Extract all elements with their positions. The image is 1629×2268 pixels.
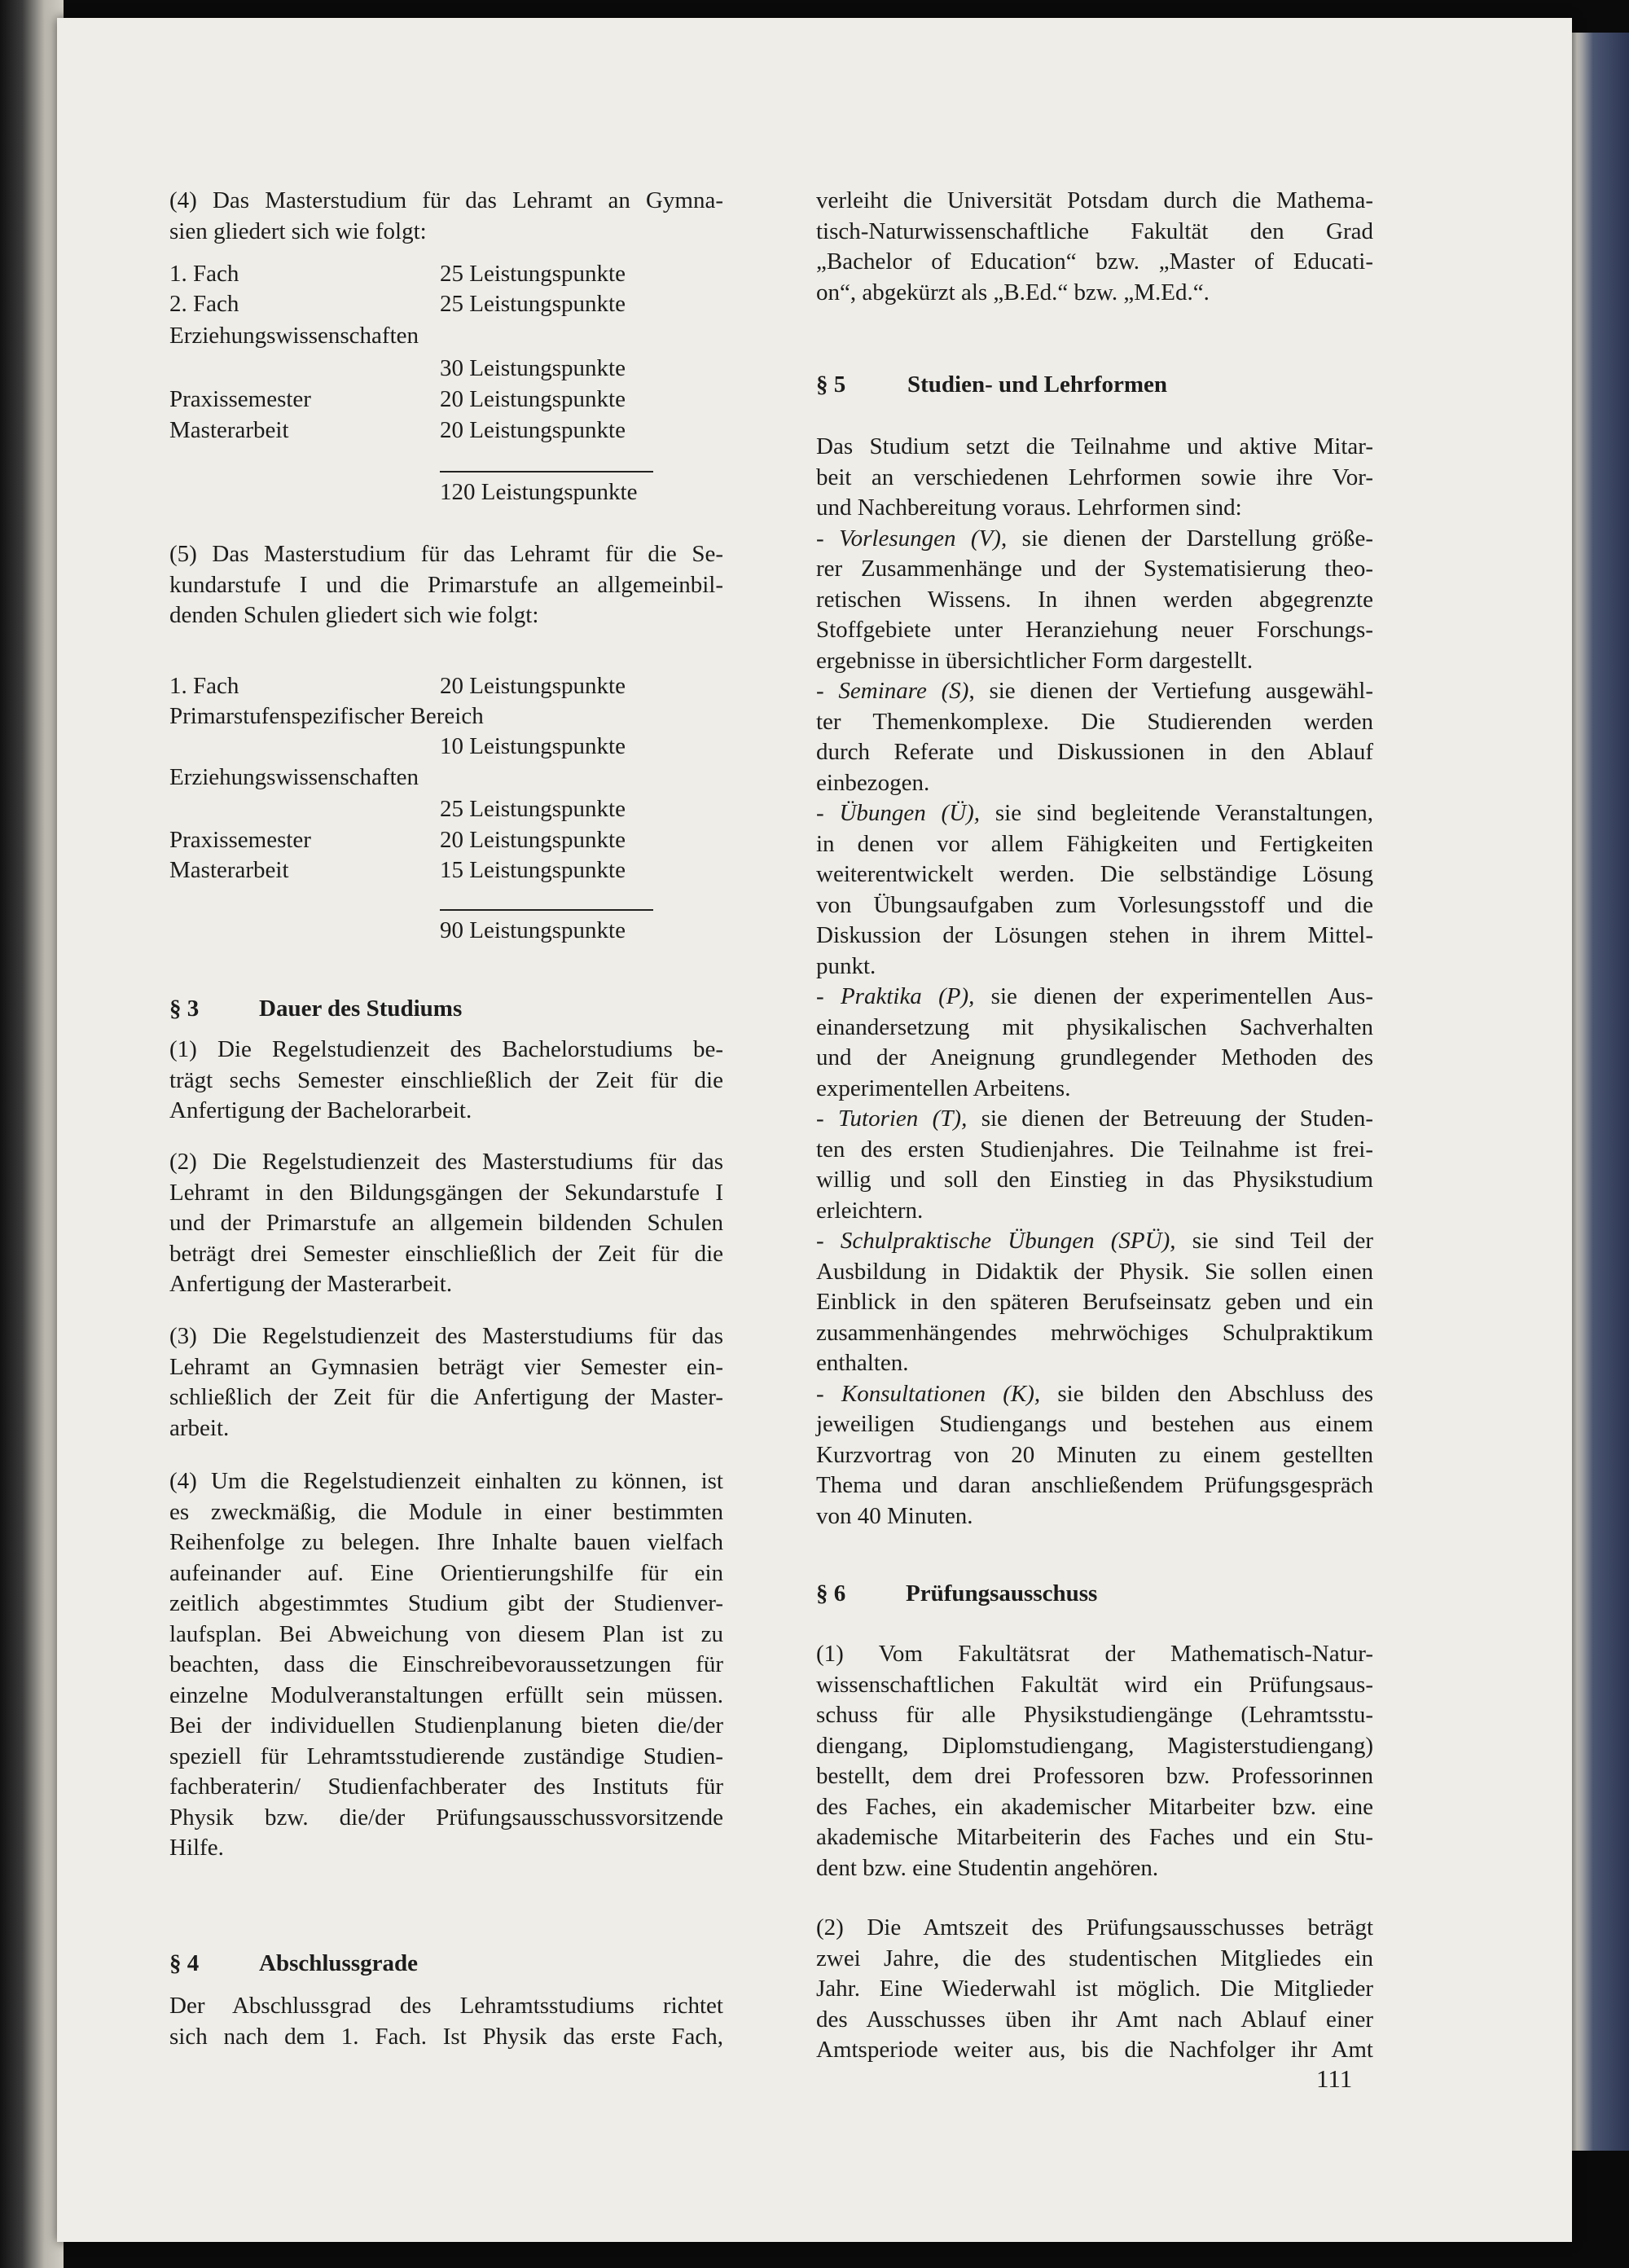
section-6-paragraph-2: (2) Die Amtszeit des Prüfungsausschusses beträgt zwei Jahre, die des studentischen Mitgliedes ein Jahr. Eine Wiederwahl ist möglich. Die Mitglieder des Ausschusses üben ihr Amt nach Ablauf einer Amtsperiode weiter aus, bis die Nachfolger ihr Amt	[816, 1914, 1373, 2063]
book-spine-shadow	[0, 0, 64, 2268]
sum-rule	[440, 471, 653, 472]
page-number: 111	[1316, 2064, 1353, 2093]
lehrform-praktika: - Praktika (P), sie dienen der experimentellen Aus-	[816, 983, 1373, 1009]
lehrform-seminare: - Seminare (S), sie dienen der Vertiefung ausgewähl-	[816, 678, 1373, 704]
page-stack-edge	[1564, 33, 1629, 2151]
paragraph-5-sekundarstufe-intro: (5) Das Masterstudium für das Lehramt für die Se- kundarstufe I und die Primarstufe an allgemeinbil- denden Schulen gliedert sich wie folgt:	[169, 541, 723, 628]
lehrform-uebungen: - Übungen (Ü), sie sind begleitende Veranstaltungen,	[816, 800, 1373, 826]
section-3-paragraph-1: (1) Die Regelstudienzeit des Bachelorstudiums be- trägt sechs Semester einschließlich der Zeit für die Anfertigung der Bachelorarbeit.	[169, 1036, 723, 1123]
section-6-paragraph-1: (1) Vom Fakultätsrat der Mathematisch-Natur- wissenschaftlichen Fakultät wird ein Prüfungsaus- schuss für alle Physikstudiengänge (Lehramtsstu- diengang, Diplomstudiengang, Magisterstudiengang) bestellt, dem drei Professoren bzw. Professorinnen des Faches, ein akademischer Mitarbeiter bzw. eine akademische Mitarbeiterin des Faches und ein Stu- dent bzw. eine Studentin angehören.	[816, 1641, 1373, 1881]
section-4-paragraph: Der Abschlussgrad des Lehramtsstudiums richtet sich nach dem 1. Fach. Ist Physik das erste Fach,	[169, 1993, 723, 2050]
lehrform-tutorien: - Tutorien (T), sie dienen der Betreuung der Studen-	[816, 1105, 1373, 1132]
section-3-paragraph-3: (3) Die Regelstudienzeit des Masterstudiums für das Lehramt an Gymnasien beträgt vier Semester ein- schließlich der Zeit für die Anfertigung der Master- arbeit.	[169, 1323, 723, 1441]
document-page: (4) Das Masterstudium für das Lehramt an Gymna- sien gliedert sich wie folgt: 1. Fach 25 Leistungspunkte 2. Fach 25 Leistungspunkte Erziehungswissenschaften 30 Leistungspunkte Praxissemester 20 Leistungspunkte Masterarbeit 20 Leistungspunkte 120 Leistungspunkte (5) Das Masterstudium für das Lehramt für die Se- kundarstufe I und die Primarstufe an allgemeinbil- denden Schulen gliedert sich wie folgt: 1. Fach 20 Leistungspunkte Primarstufenspezifischer Bereich 10 Leistungspunkte Erziehungswissenschaften 25 Leistungspunkte Praxissemester 20 Leistungspunkte Masterarbeit 15 Leistungspunkte 90 Leistungspunkte § 3 Dauer des Studiums (1) Die Regelstudienzeit des Bachelorstudiums be- trägt sechs Semester einschließlich der Zeit für die Anfertigung der Bachelorarbeit. (2) Die Regelstudienzeit des Masterstudiums für das Lehramt in den Bildungsgängen der Sekundarstufe I und der Primarstufe an allgemein bildenden Schulen beträgt drei Semester einschließlich der Zeit für die Anfertigung der Masterarbeit. (3) Die Regelstudienzeit des Masterstudiums für das Lehramt an Gymnasien beträgt vier Semester ein- schließlich der Zeit für die Anfertigung der Master- arbeit. (4) Um die Regelstudienzeit einhalten zu können, ist es zweckmäßig, die Module in einer bestimmten Reihenfolge zu belegen. Ihre Inhalte bauen vielfach aufeinander auf. Eine Orientierungshilfe für ein zeitlich abgestimmtes Studium gibt der Studienver- laufsplan. Bei Abweichung von diesem Plan ist zu beachten, dass die Einschreibevoraussetzungen für einzelne Modulveranstaltungen erfüllt sein müssen. Bei der individuellen Studienplanung bieten die/der speziell für Lehramtsstudierende zuständige Studien- fachberaterin/ Studienfachberater des Instituts für Physik bzw. die/der Prüfungsausschussvorsitzende Hilfe. § 4 Abschlussgrade Der Abschlussgrad des Lehramtsstudiums richtet sich nach dem 1. Fach. Ist Physik das erste Fach, verleiht die Universität Potsdam durch die Mathema- tisch-Naturwissenschaftliche Fakultät den Grad „Bachelor of Education“ bzw. „Master of Educati- on“, abgekürzt als „B.Ed.“ bzw. „M.Ed.“. § 5 Studien- und Lehrformen Das Studium setzt die Teilnahme und aktive Mitar- beit an verschiedenen Lehrformen sowie ihre Vor- und Nachbereitung voraus. Lehrformen sind: - Vorlesungen (V), sie dienen der Darstellung größe- rer Zusammenhänge und der Systematisierung theo- retischen Wissens. In ihnen werden abgegrenzte Stoffgebiete unter Heranziehung neuer Forschungs- ergebnisse in übersichtlicher Form dargestellt. - Seminare (S), sie dienen der Vertiefung ausgewähl- ter Themenkomplexe. Die Studierenden werden durch Referate und Diskussionen in den Ablauf einbezogen. - Übungen (Ü), sie sind begleitende Veranstaltungen, in denen vor allem Fähigkeiten und Fertigkeiten weiterentwickelt werden. Die selbständige Lösung von Übungsaufgaben zum Vorlesungsstoff und die Diskussion der Lösungen stehen in ihrem Mittel- punkt. - Praktika (P), sie dienen der experimentellen Aus- einandersetzung mit physikalischen Sachverhalten und der Aneignung grundlegender Methoden des experimentellen Arbeitens. - Tutorien (T), sie dienen der Betreuung der Studen- ten des ersten Studienjahres. Die Teilnahme ist frei- willig und soll den Einstieg in das Physikstudium erleichtern. - Schulpraktische Übungen (SPÜ), sie sind Teil der Ausbildung in Didaktik der Physik. Sie sollen einen Einblick in den späteren Berufseinsatz geben und ein zusammenhängendes mehrwöchiges Schulpraktikum enthalten. - Konsultationen (K), sie bilden den Abschluss des jeweiligen Studiengangs und bestehen aus einem Kurzvortrag von 20 Minuten zu einem gestellten Thema und daran anschließendem Prüfungsgespräch von 40 Minuten. § 6 Prüfungsausschuss (1) Vom Fakultätsrat der Mathematisch-Natur- wissenschaftlichen Fakultät wird ein Prüfungsaus- schuss für alle Physikstudiengänge (Lehramtsstu- diengang, Diplomstudiengang, Magisterstudiengang) bestellt, dem drei Professoren bzw. Professorinnen des Faches, ein akademischer Mitarbeiter bzw. eine akademische Mitarbeiterin des Faches und ein Stu- dent bzw. eine Studentin angehören. (2) Die Amtszeit des Prüfungsausschusses beträgt zwei Jahre, die des studentischen Mitgliedes ein Jahr. Eine Wiederwahl ist möglich. Die Mitglieder des Ausschusses üben ihr Amt nach Ablauf einer Amtsperiode weiter aus, bis die Nachfolger ihr Amt 111	[57, 18, 1572, 2242]
lehrform-vorlesungen: - Vorlesungen (V), sie dienen der Darstellung größe-	[816, 525, 1374, 552]
section-5-text: Das Studium setzt die Teilnahme und aktive Mitar- beit an verschiedenen Lehrformen sowie ihre Vor- und Nachbereitung voraus. Lehrformen sind: - Vorlesungen (V), sie dienen der Darstellung größe- rer Zusammenhänge und der Systematisierung theo- retischen Wissens. In ihnen werden abgegrenzte Stoffgebiete unter Heranziehung neuer Forschungs- ergebnisse in übersichtlicher Form dargestellt. - Seminare (S), sie dienen der Vertiefung ausgewähl- ter Themenkomplexe. Die Studierenden werden durch Referate und Diskussionen in den Ablauf einbezogen. - Übungen (Ü), sie sind begleitende Veranstaltungen, in denen vor allem Fähigkeiten und Fertigkeiten weiterentwickelt werden. Die selbständige Lösung von Übungsaufgaben zum Vorlesungsstoff und die Diskussion der Lösungen stehen in ihrem Mittel- punkt. - Praktika (P), sie dienen der experimentellen Aus- einandersetzung mit physikalischen Sachverhalten und der Aneignung grundlegender Methoden des experimentellen Arbeitens. - Tutorien (T), sie dienen der Betreuung der Studen- ten des ersten Studienjahres. Die Teilnahme ist frei- willig und soll den Einstieg in das Physikstudium erleichtern. - Schulpraktische Übungen (SPÜ), sie sind Teil der Ausbildung in Didaktik der Physik. Sie sollen einen Einblick in den späteren Berufseinsatz geben und ein zusammenhängendes mehrwöchiges Schulpraktikum enthalten. - Konsultationen (K), sie bilden den Abschluss des jeweiligen Studiengangs und bestehen aus einem Kurzvortrag von 20 Minuten zu einem gestellten Thema und daran anschließendem Prüfungsgespräch von 40 Minuten.	[816, 433, 1374, 1529]
paragraph-4-gymnasium-intro: (4) Das Masterstudium für das Lehramt an Gymna- sien gliedert sich wie folgt:	[169, 187, 723, 244]
section-3-paragraph-2: (2) Die Regelstudienzeit des Masterstudiums für das Lehramt in den Bildungsgängen der Sekundarstufe I und der Primarstufe an allgemein bildenden Schulen beträgt drei Semester einschließlich der Zeit für die Anfertigung der Masterarbeit.	[169, 1149, 723, 1297]
section-3-paragraph-4: (4) Um die Regelstudienzeit einhalten zu können, ist es zweckmäßig, die Module in einer bestimmten Reihenfolge zu belegen. Ihre Inhalte bauen vielfach aufeinander auf. Eine Orientierungshilfe für ein zeitlich abgestimmtes Studium gibt der Studienver- laufsplan. Bei Abweichung von diesem Plan ist zu beachten, dass die Einschreibevoraussetzungen für einzelne Modulveranstaltungen erfüllt sein müssen. Bei der individuellen Studienplanung bieten die/der speziell für Lehramtsstudierende zuständige Studien- fachberaterin/ Studienfachberater des Instituts für Physik bzw. die/der Prüfungsausschussvorsitzende Hilfe.	[169, 1468, 723, 1861]
lehrform-konsultationen: - Konsultationen (K), sie bilden den Abschluss des	[816, 1380, 1374, 1407]
section-4-continuation: verleiht die Universität Potsdam durch die Mathema- tisch-Naturwissenschaftliche Fakultät den Grad „Bachelor of Education“ bzw. „Master of Educati- on“, abgekürzt als „B.Ed.“ bzw. „M.Ed.“.	[816, 187, 1373, 305]
sum-rule	[440, 909, 653, 911]
lehrform-schulpraktische-uebungen: - Schulpraktische Übungen (SPÜ), sie sind Teil der	[816, 1228, 1373, 1254]
